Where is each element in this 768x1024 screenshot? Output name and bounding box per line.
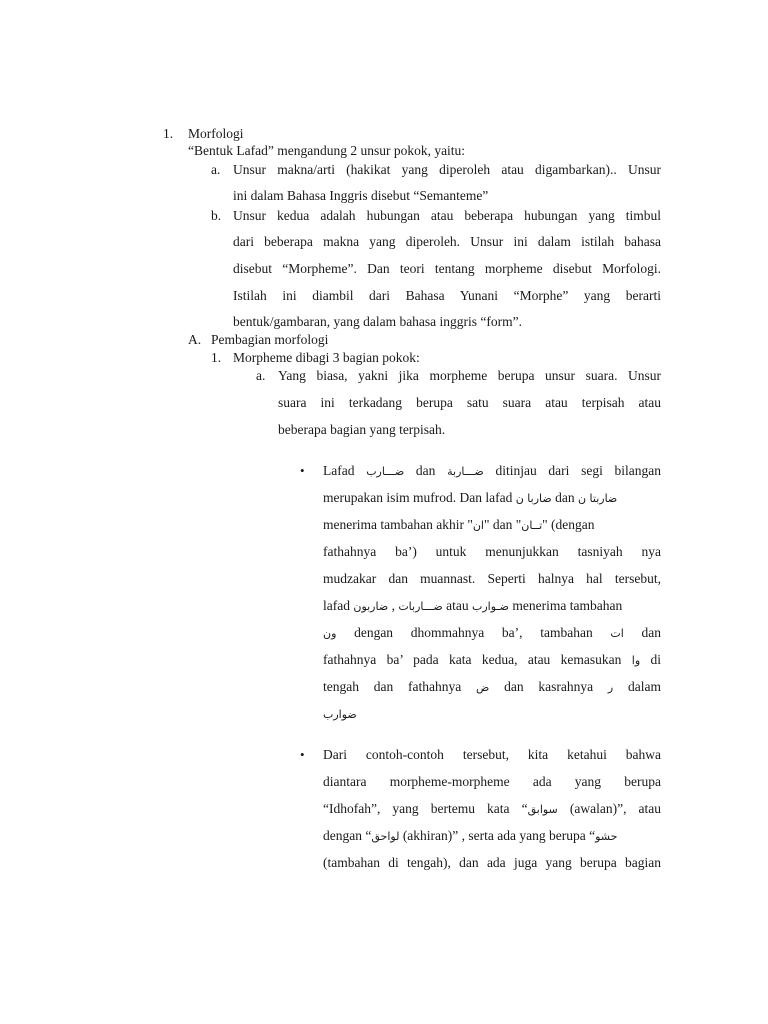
sub-item-a-line-3: beberapa bagian yang terpisah. <box>278 422 446 437</box>
arabic-word: ان <box>472 519 484 532</box>
bullet2-line-5: (tambahan di tengah), dan ada juga yang berupa bagian <box>323 855 661 870</box>
bullet-1: • <box>300 463 305 478</box>
list-marker-a: a. <box>211 162 221 177</box>
text: (akhiran)” , serta ada yang berupa “ <box>402 828 596 843</box>
text: menerima tambahan <box>512 598 623 613</box>
text: “Idhofah”, yang bertemu kata “ <box>323 801 528 816</box>
list-marker-1: 1. <box>163 126 174 141</box>
bullet1-line-10 <box>323 705 357 724</box>
text: , <box>391 598 395 613</box>
item-a-line-2: ini dalam Bahasa Inggris disebut “Semanteme” <box>233 188 489 203</box>
bullet2-line-1: Dari contoh-contoh tersebut, kita ketahui bahwa <box>323 747 661 762</box>
text: " dan " <box>483 517 522 532</box>
text: di <box>650 652 662 667</box>
arabic-word: ضاربتا ن <box>577 492 618 505</box>
text: dengan “ <box>323 828 372 843</box>
arabic-word: ون <box>323 627 337 640</box>
item-b-line-3: disebut “Morpheme”. Dan teori tentang morpheme disebut Morfologi. <box>233 261 661 276</box>
text: dan <box>555 490 575 505</box>
sub-item-a-line-2: suara ini terkadang berupa satu suara atau terpisah atau <box>278 395 661 410</box>
arabic-word: ض <box>476 681 490 694</box>
item-a-line-1: Unsur makna/arti (hakikat yang diperoleh atau digambarkan).. Unsur <box>233 162 661 177</box>
sub-heading-morpheme: Morpheme dibagi 3 bagian pokok: <box>233 350 420 365</box>
bullet2-line-4 <box>323 827 617 846</box>
arabic-word: سوابق <box>527 803 558 816</box>
sub-item-a-line-1: Yang biasa, yakni jika morpheme berupa unsur suara. Unsur <box>278 368 661 383</box>
text: fathahnya ba’ pada kata kedua, atau kemasukan <box>323 652 622 667</box>
arabic-word: وا <box>631 654 641 667</box>
arabic-word: حشو <box>595 830 618 843</box>
arabic-word: ضاربا ن <box>515 492 552 505</box>
text: lafad <box>323 598 350 613</box>
bullet1-line-1 <box>323 462 661 481</box>
text: ditinjau dari segi bilangan <box>495 463 662 478</box>
arabic-word: ضاربون <box>353 600 389 613</box>
bullet1-line-8 <box>323 651 661 670</box>
text: " (dengan <box>542 517 595 532</box>
bullet1-line-3 <box>323 516 661 535</box>
text: dengan dhommahnya ba’, tambahan <box>354 625 593 640</box>
list-marker-A: A. <box>188 332 202 347</box>
bullet1-line-4: fathahnya ba’) untuk menunjukkan tasniyah nya <box>323 544 661 559</box>
bullet2-line-3 <box>323 800 661 819</box>
bullet1-line-9 <box>323 678 661 697</box>
item-b-line-1: Unsur kedua adalah hubungan atau beberapa hubungan yang timbul <box>233 208 661 223</box>
text: dalam <box>628 679 662 694</box>
list-marker-1-sub: 1. <box>211 350 222 365</box>
text: (awalan)”, atau <box>569 801 661 816</box>
bullet1-line-2 <box>323 489 617 508</box>
arabic-word: ضـــاربة <box>447 465 484 478</box>
bullet1-line-6 <box>323 597 622 616</box>
bullet1-line-7 <box>323 624 661 643</box>
list-marker-a-sub: a. <box>256 368 266 383</box>
bullet-2: • <box>300 747 305 762</box>
arabic-word: تــان <box>521 519 543 532</box>
text: dan <box>641 625 661 640</box>
text: tengah dan fathahnya <box>323 679 462 694</box>
text: menerima tambahan akhir " <box>323 517 473 532</box>
text: dan kasrahnya <box>504 679 594 694</box>
intro-line: “Bentuk Lafad” mengandung 2 unsur pokok, yaitu: <box>188 143 466 158</box>
bullet2-line-2: diantara morpheme-morpheme ada yang berupa <box>323 774 661 789</box>
text: Lafad <box>323 463 355 478</box>
text: dan <box>415 463 436 478</box>
heading-morfologi: Morfologi <box>188 126 244 141</box>
arabic-word: ضـــاربات <box>398 600 443 613</box>
arabic-word: ضـــارب <box>366 465 405 478</box>
text: merupakan isim mufrod. Dan lafad <box>323 490 513 505</box>
heading-pembagian: Pembagian morfologi <box>211 332 329 347</box>
arabic-word: ر <box>607 681 614 694</box>
item-b-line-2: dari beberapa makna yang diperoleh. Unsur ini dalam istilah bahasa <box>233 234 661 249</box>
text: atau <box>446 598 469 613</box>
item-b-line-5: bentuk/gambaran, yang dalam bahasa inggris “form”. <box>233 314 523 329</box>
arabic-word: ضـوارب <box>472 600 509 613</box>
arabic-word: لواحق <box>371 830 400 843</box>
arabic-word: ضوارب <box>323 708 357 721</box>
arabic-word: ات <box>610 627 624 640</box>
item-b-line-4: Istilah ini diambil dari Bahasa Yunani “Morphe” yang berarti <box>233 288 661 303</box>
bullet1-line-5: mudzakar dan muannast. Seperti halnya hal tersebut, <box>323 571 661 586</box>
list-marker-b: b. <box>211 208 222 223</box>
